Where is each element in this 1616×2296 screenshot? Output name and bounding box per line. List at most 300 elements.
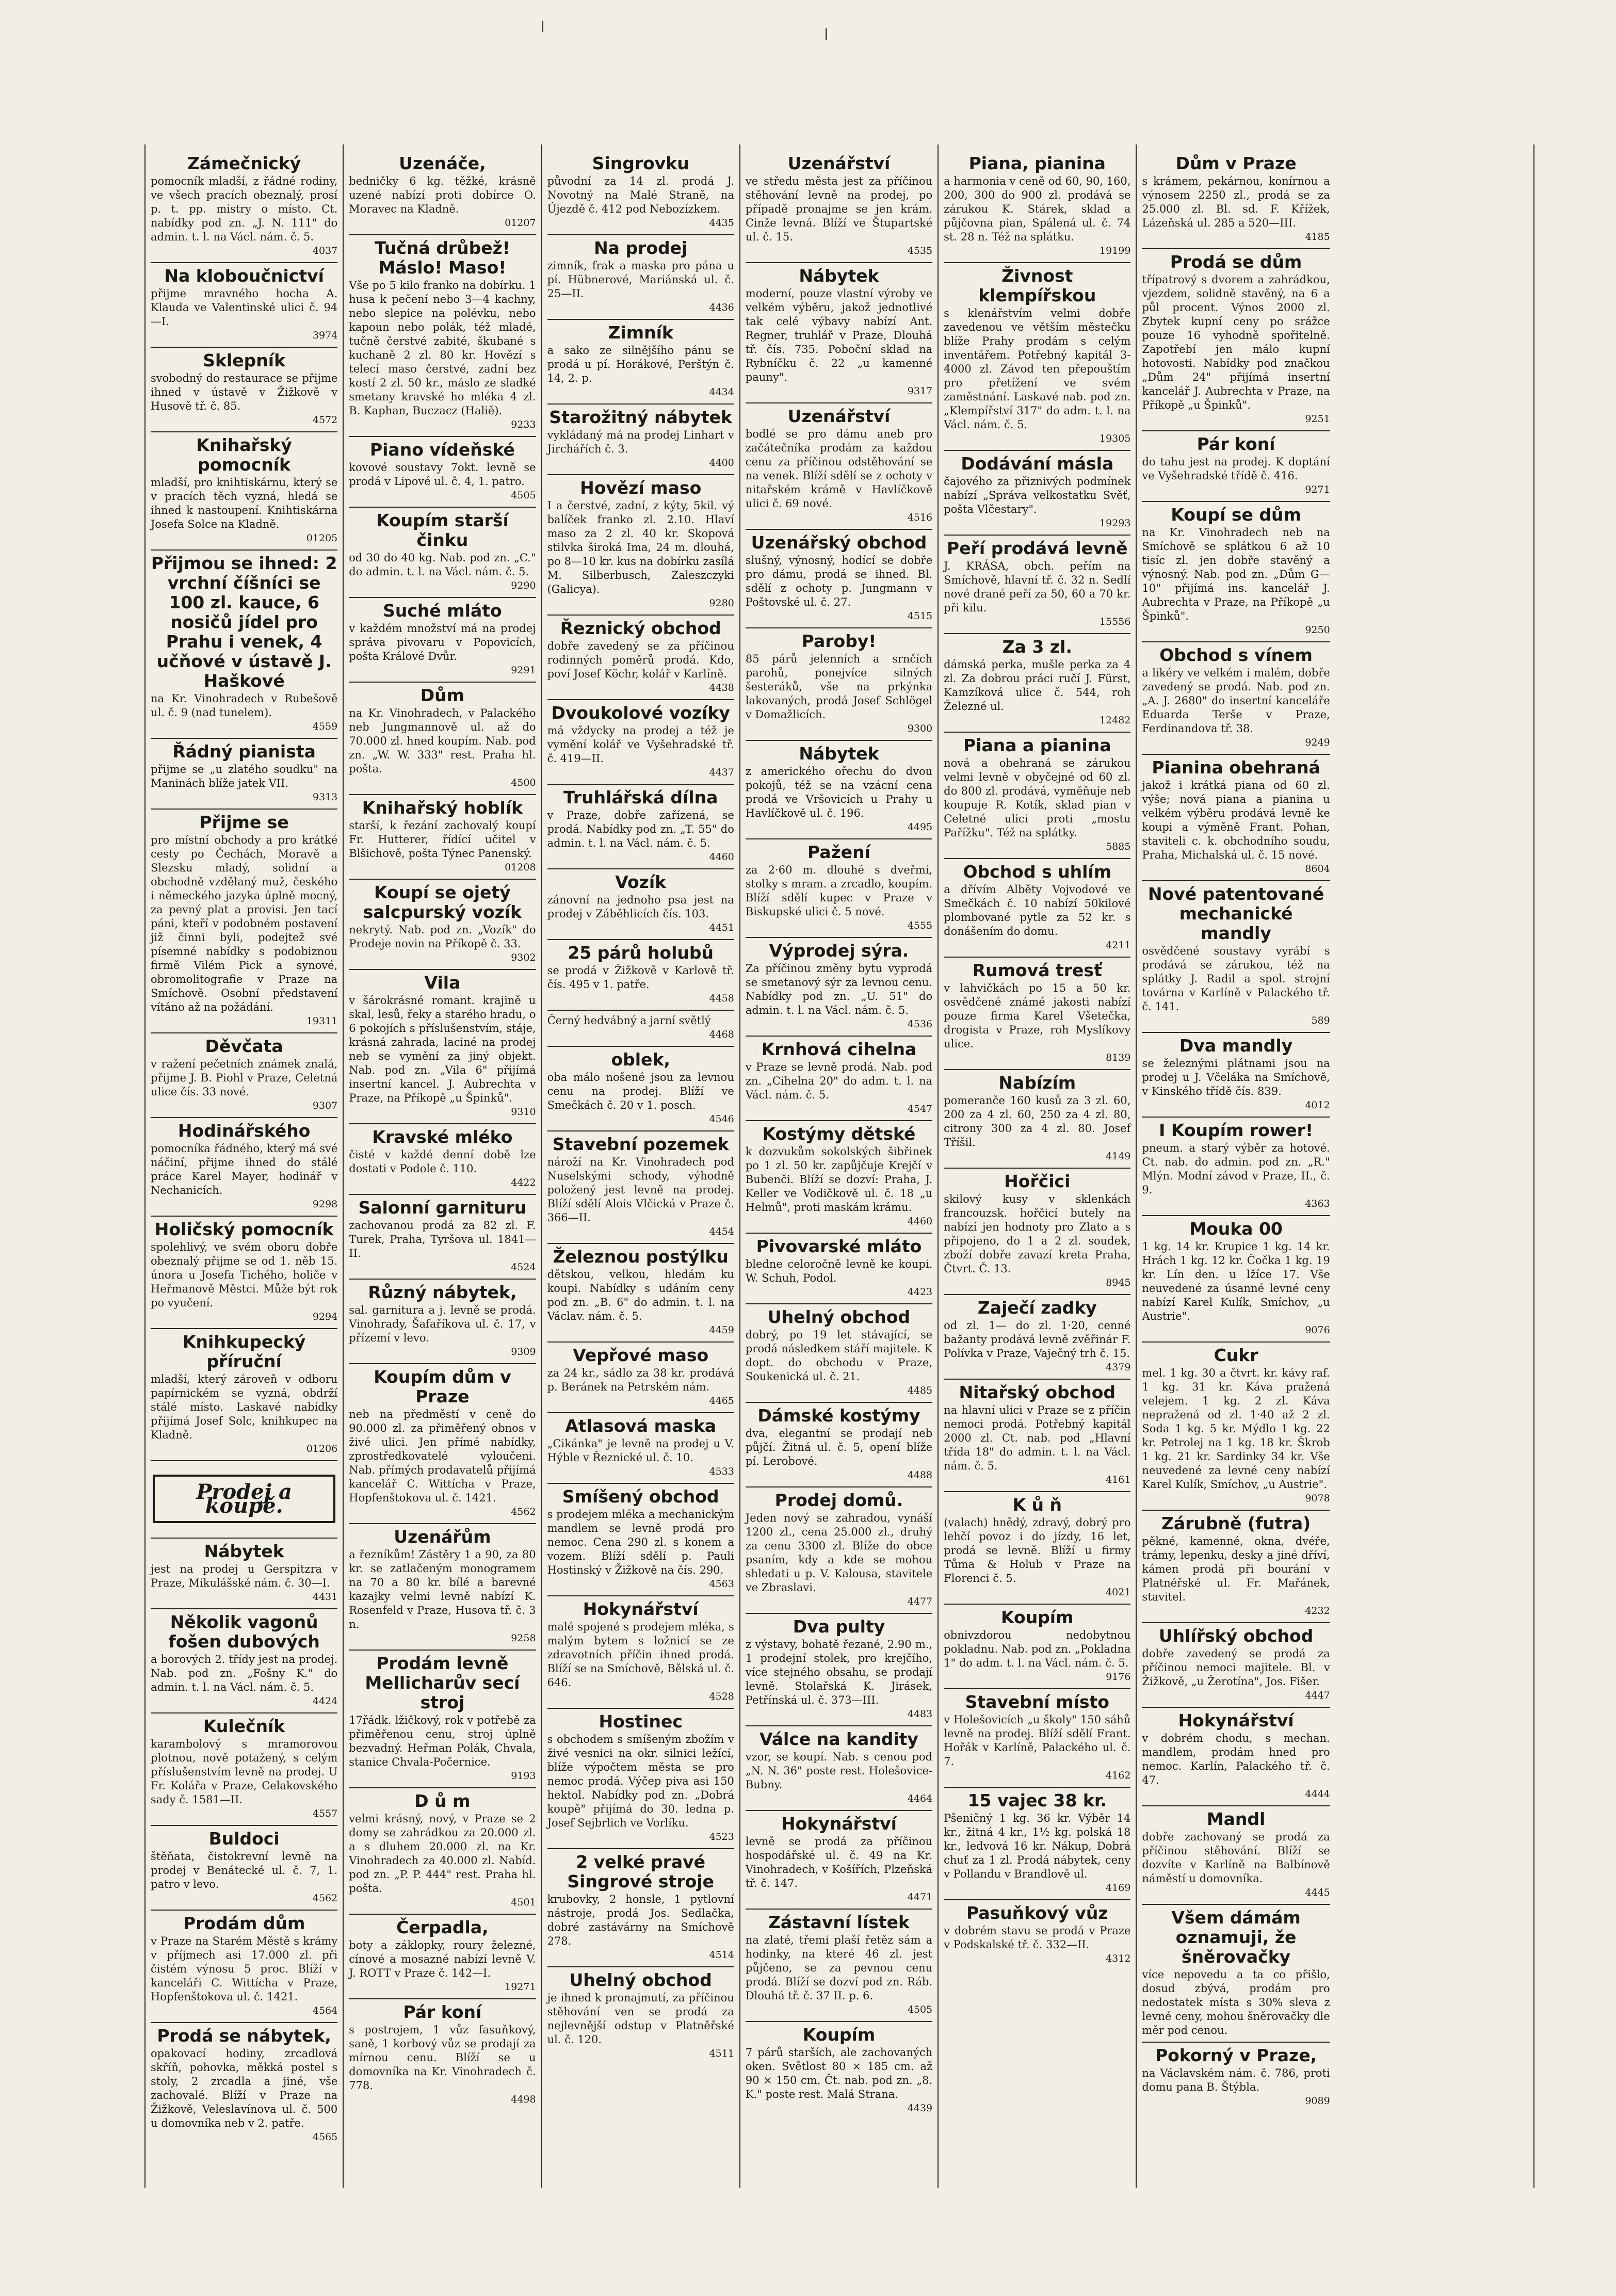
classified-ad [151,1911,337,2023]
ad-number: 4564 [312,2005,338,2016]
ad-body: přijme mravného hocha A. Klauda ve Valentinské ulici č. 94—I. [151,287,338,328]
ad-heading: Hostinec [599,1711,683,1732]
classified-ad [746,938,932,1037]
ad-body: starší, k řezání zachovalý koupí Fr. Hutterer, řídící učitel v Blšichově, pošta Týnec Panenský. [349,819,536,860]
ad-heading: Koupím [1001,1607,1074,1627]
ad-number: 01207 [505,217,536,229]
ad-body: osvědčené soustavy vyrábí s prodává se zárukou, též na splátky J. Radil a spol. strojní továrna v Karlíně v Palackého tř. č. 141. [1142,945,1330,1013]
ad-heading: Železnou postýlku [553,1247,729,1267]
ad-heading: Nitařský obchod [959,1382,1116,1402]
ad-heading: Zástavní lístek [768,1912,910,1932]
ad-number: 9302 [511,952,536,963]
classified-ad [349,1364,536,1524]
ad-number: 4468 [709,1029,734,1040]
ad-body: 1 kg. 14 kr. Krupice 1 kg. 14 kr. Hrách 1 kg. 12 kr. Čočka 1 kg. 19 kr. Lín den. u lžíce 17. Vše neuvedené za úsanné levné ceny nabízí Karel Kulík, Smíchov, „u Austrie". [1142,1240,1330,1322]
ad-number: 9280 [709,597,734,609]
ad-heading: D ů m [414,1791,471,1811]
ad-number: 4169 [1106,1882,1131,1894]
ad-number: 4232 [1305,1605,1330,1616]
classified-ad [746,1304,932,1403]
classified-ad [151,432,337,551]
ad-heading: Pár koní [403,2002,482,2022]
ad-heading: Zaječí zadky [977,1298,1097,1318]
ad-body: na Kr. Vinohradech neb na Smíchově se splátkou 6 až 10 tisíc zl. jen dobře stavěný a výnosný. Nab. pod zn. „Dům G—10" přijímá ins. kancelář J. Aubrechta v Praze, na Příkopě „u Špinků". [1142,526,1330,622]
classified-ad [746,1121,932,1234]
ad-body: mel. 1 kg. 30 a čtvrt. kr. kávy raf. 1 kg. 31 kr. Káva pražená velejem. 1 kg. 2 zl. Káva nepražená od zl. 1·40 až 2 zl. Soda 1 kg. 5 kr. Mýdlo 1 kg. 22 kr. Petrolej na 1 kg. 18 kr. Škrob 1 kg. 21 kr. Sardinky 34 kr. Vše neuvedené za levné ceny nabízí Karel Kulík, Smíchov, „u Austrie". [1142,1367,1330,1491]
ad-heading: Vozík [615,872,667,892]
classified-ad [944,1605,1130,1689]
classified-ad [547,940,734,1011]
ad-body: s klenářstvím velmi dobře zavedenou ve větším městečku blíže Prahy prodám s celým inventářem. Potřebný kapitál 3-4000 zl. Závod ten přepouštím pro přetížení ve svém zaměstnání. Laskavé nab. pod zn. „Klempířství 317" do adm. t. l. na Václ. nám. č. 5. [944,307,1131,431]
ad-number: 4149 [1106,1151,1131,1162]
classified-ad [1142,881,1330,1033]
classified-ad [349,795,536,880]
ad-heading: Peří prodává levně [947,538,1128,558]
classified-ad [944,1295,1130,1380]
ad-heading: Uzenářství [787,406,891,426]
ad-number: 4423 [907,1286,933,1298]
ad-body: v Praze se levně prodá. Nab. pod zn. „Cihelna 20" do adm. t. l. na Václ. nám. č. 5. [745,1061,933,1101]
print-mark [542,21,543,32]
ad-body: v dobrém chodu, s mechan. mandlem, prodám hned pro nemoc. Karlín, Palackého tř. č. 47. [1142,1732,1330,1786]
classified-ad [944,1070,1130,1169]
classified-ad [349,1280,536,1364]
classified-ad [547,405,734,475]
ad-number: 4546 [709,1113,734,1125]
ad-number: 8604 [1305,863,1330,875]
ad-number: 9294 [312,1311,338,1322]
classified-ad [151,1713,337,1826]
ad-body: na zlaté, třemi plaší řetěz sám a hodinky, na které 46 zl. jest půjčeno, se za pevnou cenu prodá. Blíží se dozví pod zn. Ráb. Dlouhá tř. č. 37 II. p. 6. [745,1934,933,2002]
ad-body: pěkné, kamenné, okna, dvéře, trámy, lepenku, desky a jiné dříví, kámen prodá při bourání v Platnéřské ul. Fr. Mařánek, stavitel. [1142,1535,1330,1603]
ad-body: obnivzdorou nedobytnou pokladnu. Nab. pod zn. „Pokladna 1" do adm. t. l. na Václ. nám. č. 5. [944,1629,1131,1669]
ad-heading: Sklepník [203,350,286,370]
ad-number: 4547 [907,1103,933,1114]
ad-heading: Prodá se dům [1170,252,1302,272]
ad-number: 4451 [709,922,734,933]
ad-heading: Koupím [802,2025,876,2045]
ad-number: 4436 [709,302,734,313]
ad-body: čisté v každé denní době lze dostati v Podole č. 110. [349,1149,536,1175]
ad-number: 01208 [505,862,536,873]
ad-heading: Několik vagonů fošen dubových [168,1612,320,1652]
ad-number: 9310 [511,1106,536,1118]
classified-ad [1142,1623,1330,1708]
classified-ad [547,1413,734,1484]
ad-heading: Pažení [807,842,870,862]
ad-heading: Piano vídeňské [370,440,515,460]
ad-heading: Prodám dům [183,1913,305,1933]
ad-body: moderní, pouze vlastní výroby ve velkém výběru, jakož jednotlivé tak celé výbavy nabízí Ant. Regner, truhlář v Praze, Dlouhá tř. čís. 735. Poboční sklad na Rybníčku č. 22 „u kamenné pauny". [745,287,933,383]
classified-ad [349,508,536,598]
classified-ad [1142,502,1330,642]
ad-body: více nepovedu a ta co přišlo, dosud zbývá, prodám pro nedostatek místa s 30% sleva z levné ceny, mohou šněrovačky dle měr pod cenou. [1142,1968,1330,2036]
ad-body: oba málo nošené jsou za levnou cenu na prodej. Blíží ve Smečkách č. 20 v 1. posch. [547,1071,734,1111]
ad-number: 4562 [511,1506,536,1517]
classified-ad [151,1329,337,1461]
ad-body: vzor, se koupí. Nab. s cenou pod „N. N. 36" poste rest. Holešovice-Bubny. [745,1751,933,1791]
ad-number: 4439 [907,2103,933,2114]
ad-heading: Válce na kandity [759,1729,918,1749]
ad-number: 4533 [709,1466,734,1477]
ad-number: 4424 [312,1695,338,1707]
ad-number: 4312 [1106,1953,1131,1964]
ad-body: zimník, frak a maska pro pána u pí. Hübnerové, Mariánská ul. č. 25—II. [547,260,734,300]
ad-body: Černý hedvábný a jarní světlý [547,1014,711,1027]
ad-body: zánovní na jednoho psa jest na prodej v Záběhlicích čís. 103. [547,894,734,920]
ad-heading: Hokynářství [781,1814,897,1834]
ad-number: 4483 [907,1708,933,1720]
ad-body: pomocník mladší, z řádné rodiny, ve všech pracích obeznalý, prosí p. t. pp. mistry o místo. Ct. nabídky pod zn. „J. N. 111" do admin. t. l. na Václ. nám. č. 5. [151,175,338,243]
classified-ad [1142,642,1330,755]
ad-number: 4536 [907,1018,933,1030]
ad-number: 9176 [1106,1671,1131,1683]
ad-number: 4572 [312,414,338,426]
ad-heading: Piana, pianina [968,153,1106,173]
ad-number: 4379 [1106,1362,1131,1373]
ad-heading: Hořčici [1004,1171,1071,1191]
classified-ad [1142,151,1330,249]
ad-heading: Prodám levně Mellicharův secí stroj [365,1653,520,1712]
ad-heading: Holičský pomocník [154,1219,334,1239]
ad-number: 12482 [1099,715,1131,726]
ad-body: a dřívím Alběty Vojvodové ve Smečkách č. 10 nabízí 50kilové plombované pytle za 52 kr. s donášením do domu. [944,883,1131,937]
ad-body: boty a záklopky, roury železné, cínové a mosazné nabízí levně V. J. ROTT v Praze č. 142—I. [349,1939,536,1979]
ad-body: v každém množství má na prodej správa pivovaru v Popovicích, pošta Králové Dvůr. [349,622,536,662]
ad-heading: Cukr [1214,1345,1258,1365]
ad-body: v Praze, dobře zařízená, se prodá. Nabídky pod zn. „T. 55" do admin. t. l. na Václ. nám. č. 5. [547,809,734,849]
column-3 [542,144,740,2188]
ad-number: 4464 [907,1793,933,1804]
ad-heading: Kostýmy dětské [762,1124,916,1144]
ad-heading: Koupím starší činku [376,510,509,550]
ad-body: k dozvukům sokolských šibřinek po 1 zl. 50 kr. zapůjčuje Krejčí v Bubenči. Blíží se dozví: Praha, J. Keller ve Vodičkově ul. č. 18 „u Helmů", proti maskám krámu. [745,1145,933,1214]
ad-heading: Uzenářský obchod [751,532,927,553]
ad-body: velmi krásný, nový, v Praze se 2 domy se zahrádkou za 20.000 zl. a s dluhem 20.000 zl. na Kr. Vinohradech za 40.000 zl. Nabíd. pod zn. „P. P. 444" rest. Praha hl. pošta. [349,1813,536,1895]
ad-body: na Kr. Vinohradech, v Palackého neb Jungmannově ul. až do 70.000 zl. hned koupím. Nab. pod zn. „W. W. 333" rest. Praha hl. pošta. [349,707,536,775]
ad-number: 01206 [306,1443,338,1454]
classified-ad [547,1343,734,1413]
ad-number: 19305 [1099,433,1131,444]
ad-number: 4444 [1305,1788,1330,1800]
ad-body: spolehlivý, ve svém oboru dobře obeznalý přijme se od 1. něb 15. února u Josefa Tichého, holiče v Heřmanově Městci. Může být rok po vyučení. [151,1241,338,1309]
ad-number: 4460 [907,1216,933,1227]
ad-number: 4447 [1305,1690,1330,1701]
classified-ad [547,1709,734,1849]
ad-number: 4211 [1106,940,1131,951]
ad-number: 4555 [907,920,933,931]
ad-body: Za příčinou změny bytu vyprodá se smetanový sýr za levnou cenu. Nabídky pod zn. „U. 51" do admin. t. l. na Václ. nám. č. 5. [745,962,933,1016]
ad-body: dobře zavedený se prodá za příčinou nemoci majitele. Bl. v Žižkově, „u Žerotína", Jos. Fišer. [1142,1647,1330,1688]
classified-ad [349,437,536,508]
ad-heading: oblek, [611,1049,670,1070]
ad-body: pro místní obchody a pro krátké cesty po Čechách, Moravě a Slezsku mladý, solidní a obchodně vzdělaný muž, českého i německého jazyka úplně mocný, za pevný plat a provisi. Jen tací páni, kteří v podobném postavení již činni byli, podejtež své písemné nabídky s podobiznou firmě Vilém Pick a synové, obromolitografie v Praze na Smíchově. Osobní představení vítáno až na požádání. [151,834,338,1013]
ad-number: 9291 [511,665,536,676]
ad-heading: Přijme se [199,812,289,832]
ad-body: od 30 do 40 kg. Nab. pod zn. „C." do admin. t. l. na Václ. nám. č. 5. [349,552,536,578]
classified-ad [151,1461,337,1539]
ad-number: 9089 [1305,2095,1330,2107]
classified-ad [547,1131,734,1244]
classified-ad [151,1217,337,1329]
classified-ad [746,741,932,839]
classified-ad [944,1900,1130,1970]
ad-number: 9298 [312,1199,338,1210]
ad-heading: 15 vajec 38 kr. [967,1790,1107,1810]
classified-ad [944,151,1130,263]
ad-number: 4363 [1305,1198,1330,1209]
ad-heading: Piana a pianina [963,735,1111,755]
classified-ad [746,263,932,403]
ad-number: 4535 [907,245,933,256]
ad-body: ve středu města jest za příčinou stěhování levně na prodej, po případě pronajme se jen krám. Cinže levná. Blíží ve Štupartské ul. č. 15. [745,175,933,243]
classified-ad [547,1047,734,1131]
classified-ad [746,403,932,530]
ad-body: vykládaný má na prodej Linhart v Jirchářích č. 3. [547,429,734,455]
classified-ad [944,958,1130,1070]
ad-number: 4458 [709,993,734,1004]
ad-body: slušný, výnosný, hodící se dobře pro dámu, prodá se ihned. Bl. sdělí z ochoty p. Jungmann v Poštovské ul. č. 27. [745,554,933,608]
ad-number: 9300 [907,723,933,734]
ad-number: 15556 [1099,616,1131,627]
ad-number: 4431 [312,1591,338,1603]
ad-heading: Kravské mléko [372,1127,513,1147]
ad-heading: Na kloboučnictví [164,266,324,286]
ad-body: jest na prodej u Gerspitzra v Praze, Mikulášské nám. č. 30—I. [151,1563,338,1589]
ad-heading: Hokynářství [583,1599,699,1619]
ad-body: je ihned k pronajmutí, za příčinou stěhování ven se prodá za nejlevnější odstup v Platněřské ul. č. 120. [547,1992,734,2046]
ad-heading: Vepřové maso [573,1345,709,1365]
classified-ad [1142,1216,1330,1343]
ad-number: 9250 [1305,624,1330,636]
classified-ad [349,1788,536,1915]
ad-body: na Václavském nám. č. 786, proti domu pana B. Štýbla. [1142,2067,1330,2093]
classified-ad [1142,1118,1330,1216]
classified-ad [349,1124,536,1195]
ad-heading: Starožitný nábytek [549,407,732,427]
ad-body: mladší, který zároveň v odboru papírnickém se vyzná, obdrží stálé místo. Laskavé nabídky přijímá Josef Solc, knihkupec na Kladně. [151,1373,338,1441]
ad-body: Vše po 5 kilo franko na dobírku. 1 husa k pečení nebo 3—4 kachny, nebo slepice na polévku, nebo kapoun nebo polák, též mladé, tučně čerstvé zabité, škubané s kuchaně 2 zl. 80 kr. Hovězí s telecí maso čerstvé, zadní bez kostí 2 zl. 50 kr., máslo ze sladké smetany kravské ho mléka 4 zl. B. Kaphan, Buczacz (Haliě). [349,279,536,417]
ad-number: 4437 [709,767,734,778]
classified-ad [746,2022,932,2120]
ad-body: jakož i krátká piana od 60 zl. výše; nová piana a pianina u velkém výběru prodává levně ke koupi a výměně Frant. Pohan, staviteli c. k. obchodního soudu, Praha, Michalská ul. č. 15 nové. [1142,779,1330,861]
classified-ad [151,1118,337,1217]
ad-body: s postrojem, 1 vůz fasuňkový, saně, 1 korbový vůz se prodají za mírnou cenu. Blíží se u domovníka na Kr. Vinohradech č. 778. [349,2024,536,2092]
classified-ad [746,151,932,263]
ad-number: 4563 [709,1578,734,1590]
ad-heading: Tučná drůbež! Máslo! Maso! [375,238,510,278]
ad-number: 4516 [907,512,933,523]
ad-body: J. KRÁSA, obch. peřím na Smíchově, hlavní tř. č. 32 n. Sedlí nové drané peří za 50, 60 a 70 kr. při kilu. [944,560,1131,614]
classified-ad [944,733,1130,859]
classified-ad [944,1788,1130,1900]
classified-ad [746,1037,932,1121]
ad-number: 4422 [511,1177,536,1188]
classified-ad [151,1609,337,1713]
classified-ad [944,1169,1130,1295]
ad-number: 8139 [1106,1052,1131,1063]
ad-number: 3974 [312,330,338,341]
ad-heading: Nábytek [204,1541,284,1561]
ad-body: sal. garnitura a j. levně se prodá. Vinohrady, Šafaříkova ul. č. 17, v přízemí v levo. [349,1304,536,1344]
ad-body: přijme se „u zlatého soudku" na Maninách blíže jatek VII. [151,763,338,789]
ad-body: (valach) hnědý, zdravý, dobrý pro lehčí povoz i do jízdy, 16 let, prodá se levně. Blíží u firmy Tůma & Holub v Praze na Florenci č. 5. [944,1516,1131,1584]
ad-heading: Za 3 zl. [1002,637,1072,657]
ad-number: 4498 [511,2094,536,2105]
classified-ad [151,551,337,739]
ad-heading: Nábytek [799,743,879,764]
ad-number: 9290 [511,580,536,591]
ad-number: 9307 [312,1100,338,1111]
ad-number: 4471 [907,1891,933,1903]
ad-number: 4161 [1106,1474,1131,1485]
ad-body: čajového za přiznivých podmínek nabízí „Správa velkostatku Svěť, pošta Vlčestary". [944,475,1131,515]
ad-body: 85 párů jelenních a srnčích parohů, ponejvíce silných šesteráků, vše na prkýnka lakovaných, prodá Josef Schlögel v Domažlicích. [745,653,933,721]
ad-body: kovové soustavy 7okt. levně se prodá v Lipové ul. č. 4, 1. patro. [349,461,536,488]
classified-ad [1142,2043,1330,2112]
ad-number: 19271 [505,1981,536,1993]
classified-ad [746,530,932,628]
classified-ad [547,1244,734,1343]
ad-body: za 24 kr., sádlo za 38 kr. prodává p. Beránek na Petrském nám. [547,1367,734,1393]
ad-body: bodlé se pro dámu aneb pro začátečníka prodám za každou cenu za příčinou odstěhování se na venek. Blíží sdělí se z ochoty v nitařském krámě v Havlíčkově ulici č. 69 nové. [745,428,933,510]
classified-ad [349,151,536,235]
ad-heading: Krnhová cihelna [761,1039,917,1059]
ad-body: dva, elegantní se prodají neb půjčí. Žitná ul. č. 5, opení blíže pí. Lerobové. [745,1427,933,1467]
classified-ad [151,1826,337,1911]
classified-ad [944,1380,1130,1492]
ad-number: 4524 [511,1262,536,1273]
ad-number: 8945 [1106,1277,1131,1288]
ad-body: krubovky, 2 honsle, 1 pytlovní nástroje, prodá Jos. Sedlačka, dobré zastávárny na Smíchově 278. [547,1893,734,1947]
ad-number: 589 [1311,1015,1330,1026]
classified-ad [746,1726,932,1811]
ad-body: a harmonia v ceně od 60, 90, 160, 200, 300 do 900 zl. prodává se zárukou K. Stárek, sklad a půjčovna pian, Spálená ul. č. 74 st. 28 n. Též na splátku. [944,175,1131,243]
ad-heading: Singrovku [592,153,689,173]
ad-body: Jeden nový se zahradou, vynáší 1200 zl., cena 25.000 zl., druhý za cenu 3300 zl. Blíže do obce psaním, kdy a kde se mohou shledati u p. V. Kalousa, stavitele ve Zbraslavi. [745,1512,933,1594]
ad-heading: Všem dámám oznamuji, že šněrovačky [1171,1907,1301,1967]
classified-ad [547,235,734,320]
ad-body: z amerického ořechu do dvou pokojů, též se na vzácní cena prodá ve Vršovicích u Prahy u Havlíčkově ul. č. 196. [745,765,933,819]
classified-ad [349,598,536,683]
ad-heading: Obchod s uhlím [963,862,1112,882]
classified-ad [746,839,932,938]
ad-body: v Holešovicích „u školy" 150 sáhů levně na prodej. Blíží sdělí Frant. Hořák v Karlíně, Palackého ul. č. 7. [944,1713,1131,1768]
classified-ad [349,1999,536,2111]
ad-heading: Koupím dům v Praze [374,1367,511,1406]
ad-heading: Dámské kostýmy [757,1405,920,1426]
ad-number: 9193 [511,1770,536,1782]
ad-number: 01205 [306,532,338,544]
ad-heading: Nové patentované mechanické mandly [1148,884,1324,943]
ad-body: dobrý, po 19 let stávající, se prodá následkem stáří majitele. K dopt. do obchodu v Praze, Soukenická ul. č. 21. [745,1329,933,1383]
ad-number: 4454 [709,1226,734,1237]
classified-ad [151,1033,337,1118]
classified-ad [547,1484,734,1596]
ad-heading: Pasuňkový vůz [966,1903,1108,1923]
ad-number: 4400 [709,457,734,468]
ad-number: 9249 [1305,737,1330,748]
classified-ad [944,536,1130,634]
ad-body: za 2·60 m. dlouhé s dveřmi, stolky s mram. a zrcadlo, koupím. Blíží sdělí kupec v Praze v Biskupské ulici č. 5 nové. [745,864,933,918]
ad-heading: Knihařský hoblík [362,798,523,818]
ad-body: svobodný do restaurace se přijme ihned v ústavě v Žižkově v Husově tř. č. 85. [151,372,338,412]
classified-ad [746,1910,932,2022]
classified-ad [547,616,734,700]
classified-ad [746,1234,932,1304]
ad-number: 9258 [511,1632,536,1644]
classified-ad [1142,1343,1330,1511]
ad-heading: Zárubně (futra) [1161,1513,1311,1533]
ad-heading: Čerpadla, [396,1917,489,1937]
ad-heading: Mouka 00 [1189,1219,1283,1239]
ad-heading: Prodej domů. [774,1490,903,1510]
ad-body: do tahu jest na prodej. K doptání ve Vyšehradské třídě č. 416. [1142,456,1330,482]
ad-body: na hlavní ulici v Praze se z příčin nemoci prodá. Potřebný kapitál 2000 zl. Ct. nab. pod „Hlavní třída 18" do admin. t. l. na Václ. nám. č. 5. [944,1404,1131,1472]
classified-ad [746,628,932,741]
ad-heading: Koupí se ojetý salcpurský vozík [363,882,522,922]
classified-ad [944,634,1130,733]
column-4 [740,144,939,2188]
ad-heading: Dvoukolové vozíky [551,703,730,723]
ad-number: 4465 [709,1395,734,1406]
classified-ad [547,320,734,405]
ad-heading: Pivovarské mláto [756,1236,922,1256]
ad-heading: Salonní garnituru [358,1198,527,1218]
classified-ad [547,1967,734,2065]
ad-heading: Pokorný v Praze, [1155,2045,1317,2065]
ad-heading: Stavební pozemek [552,1134,729,1154]
ad-body: nová a obehraná se zárukou velmi levně v obyčejné od 60 zl. do 800 zl. prodává, vyměňuje neb koupuje R. Kotík, sklad pian v Celetné ulici proti „mostu Pařížku". Též na splátky. [944,757,1131,839]
classified-ad [944,451,1130,536]
ad-heading: Hodinářského [177,1121,311,1141]
ad-heading: Mandl [1206,1809,1266,1829]
ad-body: se železnými plátnami jsou na prodej u J. Včeláka na Smíchově, v Kinského třídě čís. 839. [1142,1057,1330,1097]
ad-body: mladší, pro knihtiskárnu, který se v pracích těch vyzná, hledá se ihned k nastoupení. Knihtiskárna Josefa Solce na Kladně. [151,476,338,530]
ad-number: 4162 [1106,1770,1131,1781]
classified-ad [151,1539,337,1609]
ad-heading: Truhlářská dílna [563,787,718,807]
ad-number: 4012 [1305,1100,1330,1111]
ad-heading: Prodá se nábytek, [157,2026,331,2046]
print-mark [826,28,827,40]
ad-body: a řezníkům! Zástěry 1 a 90, za 80 kr. se zatlačeným monogramem na 70 a 80 kr. bílé a barevné kazajky velmi levně nabízí K. Rosenfeld v Praze, Husova tř. č. 3 n. [349,1548,536,1630]
ad-body: v šárokrásné romant. krajině u skal, lesů, řeky a starého hradu, o 6 pokojích s příslušenstvím, stáje, krásná zahrada, laciné na prodej neb se vymění za jiný objekt. Nab. pod zn. „Vila 6" přijímá insertní kancel. J. Aubrechta v Praze, na Příkopě „u Špinků". [349,994,536,1104]
classified-ad [944,263,1130,451]
ad-number: 4515 [907,610,933,622]
classified-ad [349,683,536,795]
classified-ad [1142,1806,1330,1905]
ad-body: malé spojené s prodejem mléka, s malým bytem s ložnicí se ze zdravotních příčin ihned prodá. Blíží se na Smíchově, Bělská ul. č. 646. [547,1621,734,1689]
classified-ad [1142,1033,1330,1118]
ad-body: s obchodem s smíšeným zbožím v živé vesnici na okr. silnici ležící, blíže výpočtem města se pro nemoc prodá. Výčep piva asi 150 hektol. Nabídky pod zn. „Dobrá koupě" přijímá do 30. ledna p. Josef Sejbrlich ve Vorlíku. [547,1733,734,1829]
ad-body: a borových 2. třídy jest na prodej. Nab. pod zn. „Fošny K." do admin. t. l. na Václ. nám. č. 5. [151,1653,338,1693]
classified-ad [746,1811,932,1910]
ad-number: 4557 [312,1808,338,1819]
ad-body: I a čerstvé, zadní, z kýty, 5kil. vý balíček franko zl. 2.10. Hlaví maso za 2 zl. 40 kr. Skopová stilvka široká Ima, 24 m. dlouhá, po 8—10 kr. kus na dobírku zasílá M. Silberbusch, Zaleszczyki (Galicya). [547,499,734,595]
ad-heading: Uzenáče, [399,153,486,173]
classified-ad [349,235,536,437]
classifieds-sheet [144,144,1534,2188]
ad-body: štěňata, čistokrevní levně na prodej v Benátecké ul. č. 7, 1. patro v levo. [151,1850,338,1890]
ad-heading: Paroby! [801,631,877,651]
ad-number: 4485 [907,1385,933,1396]
ad-number: 4445 [1305,1887,1330,1898]
ad-body: s krámem, pekárnou, konírnou a výnosem 2250 zl., prodá se za 25.000 zl. Bl. sd. F. Křížek, Lázeňská ul. 285 a 520—III. [1142,175,1330,229]
ad-number: 4505 [907,2004,933,2015]
ad-number: 4565 [312,2131,338,2143]
ad-number: 4495 [907,821,933,833]
